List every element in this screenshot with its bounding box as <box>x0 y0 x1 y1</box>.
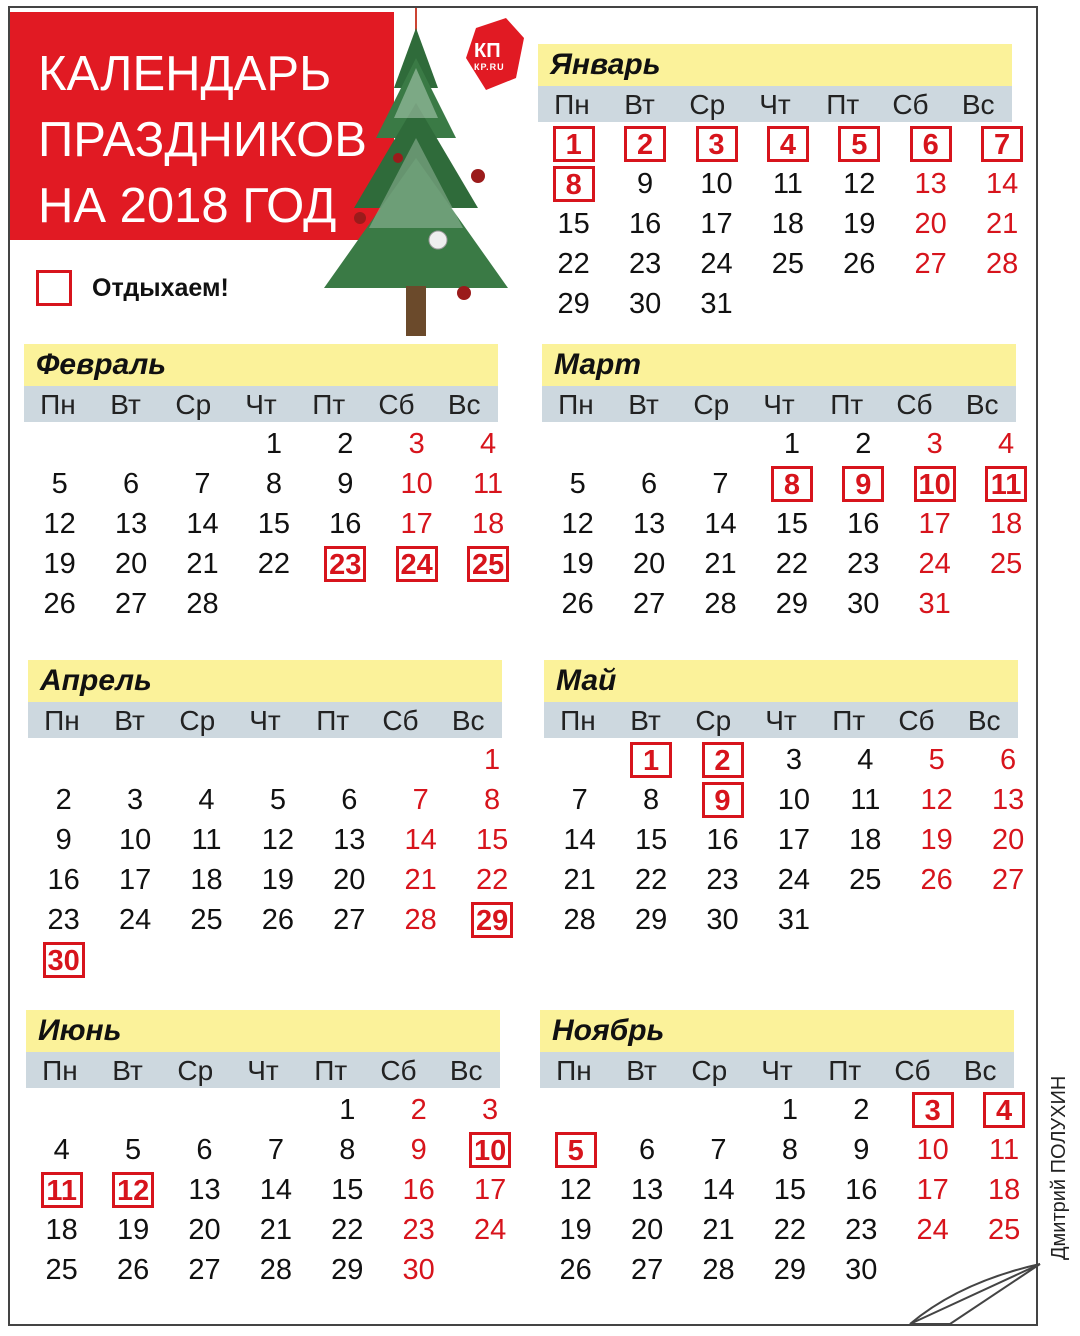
weekday-label: Чт <box>249 705 281 736</box>
calendar-day: 4 <box>857 744 874 776</box>
holiday-day: 30 <box>43 942 85 978</box>
calendar-day: 18 <box>45 1214 78 1246</box>
holiday-day: 3 <box>912 1092 954 1128</box>
weekday-label: Ср <box>693 389 730 420</box>
month-title: Май <box>556 664 617 697</box>
calendar-day: 20 <box>630 1214 664 1246</box>
calendar-day: 10 <box>700 168 733 200</box>
calendar-day: 27 <box>630 1254 664 1286</box>
calendar-day: 9 <box>637 168 654 200</box>
weekday-header <box>28 702 502 738</box>
calendar-day: 18 <box>471 508 505 540</box>
calendar-day: 2 <box>55 784 72 816</box>
month-title: Апрель <box>40 664 152 697</box>
holiday-day: 4 <box>983 1092 1025 1128</box>
calendar-day: 15 <box>257 508 291 540</box>
calendar-day: 14 <box>985 168 1019 200</box>
weekday-header <box>542 386 1016 422</box>
calendar-day: 27 <box>914 248 947 280</box>
calendar-day: 30 <box>847 588 880 620</box>
calendar-day: 28 <box>259 1254 293 1286</box>
calendar-day: 14 <box>704 508 737 540</box>
holiday-day: 12 <box>112 1172 154 1208</box>
weekday-label: Пт <box>312 389 346 420</box>
calendar-day: 10 <box>118 824 152 856</box>
holiday-day: 24 <box>396 546 438 582</box>
calendar-day: 24 <box>700 248 733 280</box>
calendar-day: 28 <box>704 588 737 620</box>
calendar-day: 23 <box>402 1214 435 1246</box>
calendar-day: 13 <box>630 1174 664 1206</box>
logo-bottom-text: КР.RU <box>474 62 505 72</box>
weekday-label: Сб <box>896 389 933 420</box>
holiday-day: 4 <box>767 126 809 162</box>
month-title: Январь <box>550 48 661 81</box>
month-title: Март <box>554 348 642 381</box>
weekday-label: Пн <box>556 1055 592 1086</box>
calendar-day: 30 <box>628 288 662 320</box>
calendar-day: 14 <box>702 1174 735 1206</box>
holiday-day: 2 <box>702 742 744 778</box>
calendar-day: 10 <box>777 784 811 816</box>
calendar-day: 2 <box>855 428 872 460</box>
holiday-day: 3 <box>696 126 738 162</box>
weekday-label: Пт <box>832 705 866 736</box>
weekday-label: Вс <box>963 1055 997 1086</box>
calendar-day: 4 <box>480 428 497 460</box>
legend-holiday-marker <box>36 270 72 306</box>
calendar-day: 17 <box>400 508 433 540</box>
month-title-bar <box>28 660 502 702</box>
month-title-bar <box>538 44 1012 86</box>
weekday-label: Вс <box>451 705 485 736</box>
calendar-day: 29 <box>557 288 590 320</box>
calendar-day: 1 <box>783 428 800 460</box>
month-panel <box>538 44 1019 320</box>
calendar-day: 20 <box>914 208 947 240</box>
calendar-day: 11 <box>473 468 504 500</box>
calendar-day: 4 <box>53 1134 70 1166</box>
calendar-day: 6 <box>1000 744 1017 776</box>
weekday-label: Чт <box>759 89 791 120</box>
weekday-label: Ср <box>691 1055 728 1086</box>
calendar-day: 5 <box>125 1134 142 1166</box>
calendar-day: 24 <box>918 548 951 580</box>
calendar-day: 14 <box>259 1174 293 1206</box>
holiday-day: 10 <box>469 1132 511 1168</box>
calendar-day: 18 <box>849 824 882 856</box>
calendar-day: 6 <box>341 784 358 816</box>
weekday-label: Чт <box>761 1055 793 1086</box>
calendar-day: 1 <box>265 428 282 460</box>
weekday-label: Ср <box>695 705 732 736</box>
calendar-day: 22 <box>557 248 590 280</box>
calendar-day: 4 <box>198 784 215 816</box>
weekday-label: Пт <box>826 89 860 120</box>
weekday-header <box>544 702 1018 738</box>
calendar-day: 15 <box>775 508 809 540</box>
calendar-day: 17 <box>918 508 951 540</box>
holiday-day: 8 <box>771 466 813 502</box>
holiday-day: 9 <box>842 466 884 502</box>
calendar-day: 16 <box>329 508 362 540</box>
legend-label: Отдыхаем! <box>92 274 229 302</box>
holiday-day: 5 <box>838 126 880 162</box>
calendar-day: 20 <box>632 548 666 580</box>
holiday-day: 1 <box>553 126 595 162</box>
weekday-label: Чт <box>247 1055 279 1086</box>
calendar-day: 17 <box>473 1174 507 1206</box>
calendar-day: 14 <box>404 824 437 856</box>
weekday-label: Вт <box>114 705 145 736</box>
weekday-label: Пн <box>40 389 76 420</box>
logo-top-text: КП <box>474 40 501 62</box>
weekday-label: Ср <box>179 705 216 736</box>
holiday-day: 2 <box>624 126 666 162</box>
calendar-day: 13 <box>114 508 148 540</box>
weekday-label: Пт <box>828 1055 862 1086</box>
calendar-day: 30 <box>845 1254 878 1286</box>
weekday-label: Сб <box>892 89 929 120</box>
calendar-day: 19 <box>261 864 295 896</box>
calendar-day: 25 <box>45 1254 78 1286</box>
weekday-label: Вт <box>110 389 141 420</box>
calendar-day: 19 <box>559 1214 592 1246</box>
weekday-label: Ср <box>175 389 212 420</box>
calendar-day: 2 <box>410 1094 427 1126</box>
kp-logo <box>466 18 526 90</box>
calendar-day: 13 <box>914 168 947 200</box>
calendar-day: 24 <box>777 864 811 896</box>
title-line-2: ПРАЗДНИКОВ <box>38 113 367 167</box>
calendar-day: 27 <box>333 904 366 936</box>
month-title-bar <box>544 660 1018 702</box>
weekday-label: Вт <box>628 389 659 420</box>
calendar-day: 24 <box>118 904 152 936</box>
holiday-day: 23 <box>324 546 366 582</box>
calendar-day: 22 <box>634 864 668 896</box>
calendar-day: 9 <box>337 468 354 500</box>
holiday-day: 25 <box>467 546 509 582</box>
calendar-day: 19 <box>920 824 953 856</box>
calendar-day: 26 <box>843 248 876 280</box>
calendar-day: 2 <box>337 428 354 460</box>
calendar-day: 1 <box>484 744 501 776</box>
calendar-day: 7 <box>712 468 729 500</box>
weekday-label: Пн <box>554 89 590 120</box>
month-title-bar <box>542 344 1016 386</box>
weekday-header <box>24 386 498 422</box>
weekday-label: Вт <box>626 1055 657 1086</box>
calendar-day: 27 <box>188 1254 221 1286</box>
weekday-label: Пн <box>558 389 594 420</box>
calendar-day: 27 <box>632 588 666 620</box>
calendar-day: 19 <box>116 1214 150 1246</box>
calendar-day: 19 <box>561 548 594 580</box>
calendar-day: 19 <box>43 548 76 580</box>
calendar-day: 5 <box>269 784 286 816</box>
calendar-day: 25 <box>989 548 1023 580</box>
calendar-day: 23 <box>847 548 880 580</box>
calendar-day: 29 <box>331 1254 364 1286</box>
month-title: Февраль <box>36 348 167 381</box>
calendar-day: 17 <box>118 864 152 896</box>
weekday-label: Пт <box>316 705 350 736</box>
calendar-day: 4 <box>998 428 1015 460</box>
calendar-day: 21 <box>704 548 737 580</box>
weekday-label: Чт <box>245 389 277 420</box>
weekday-label: Пн <box>560 705 596 736</box>
title-line-1: КАЛЕНДАРЬ <box>38 47 332 101</box>
calendar-day: 11 <box>989 1134 1020 1166</box>
calendar-day: 28 <box>702 1254 735 1286</box>
calendar-day: 10 <box>916 1134 949 1166</box>
weekday-label: Вт <box>624 89 655 120</box>
calendar-day: 25 <box>987 1214 1021 1246</box>
holiday-day: 1 <box>630 742 672 778</box>
month-title-bar <box>26 1010 500 1052</box>
calendar-day: 23 <box>47 904 80 936</box>
weekday-label: Ср <box>177 1055 214 1086</box>
weekday-label: Пн <box>42 1055 78 1086</box>
weekday-header <box>26 1052 500 1088</box>
calendar-day: 15 <box>557 208 590 240</box>
calendar-day: 15 <box>475 824 509 856</box>
calendar-day: 12 <box>561 508 594 540</box>
calendar-day: 11 <box>772 168 803 200</box>
calendar-day: 21 <box>259 1214 293 1246</box>
calendar-day: 9 <box>55 824 72 856</box>
holiday-day: 11 <box>41 1172 83 1208</box>
calendar-day: 23 <box>706 864 739 896</box>
calendar-day: 6 <box>196 1134 213 1166</box>
calendar-day: 23 <box>845 1214 878 1246</box>
calendar-day: 17 <box>777 824 811 856</box>
calendar-day: 22 <box>775 548 809 580</box>
calendar-day: 30 <box>402 1254 435 1286</box>
weekday-label: Пт <box>830 389 864 420</box>
calendar-day: 12 <box>920 784 953 816</box>
calendar-day: 20 <box>188 1214 221 1246</box>
calendar-day: 14 <box>563 824 596 856</box>
calendar-day: 17 <box>700 208 733 240</box>
calendar-day: 21 <box>702 1214 735 1246</box>
weekday-label: Сб <box>898 705 935 736</box>
weekday-label: Сб <box>378 389 415 420</box>
calendar-day: 26 <box>43 588 76 620</box>
weekday-header <box>538 86 1012 122</box>
calendar-day: 19 <box>843 208 876 240</box>
holiday-day: 10 <box>914 466 956 502</box>
calendar-day: 5 <box>928 744 945 776</box>
weekday-label: Вс <box>967 705 1001 736</box>
calendar-day: 29 <box>773 1254 807 1286</box>
calendar-day: 21 <box>563 864 596 896</box>
calendar-day: 24 <box>916 1214 949 1246</box>
calendar-day: 16 <box>402 1174 435 1206</box>
calendar-day: 12 <box>843 168 876 200</box>
signature-text: Дмитрий ПОЛУХИН <box>1048 1075 1070 1260</box>
calendar-day: 28 <box>985 248 1019 280</box>
calendar-day: 22 <box>331 1214 364 1246</box>
calendar-day: 11 <box>191 824 222 856</box>
month-panel <box>544 660 1025 936</box>
weekday-label: Вс <box>961 89 995 120</box>
calendar-day: 25 <box>190 904 223 936</box>
weekday-label: Сб <box>382 705 419 736</box>
calendar-day: 6 <box>641 468 658 500</box>
calendar-day: 3 <box>482 1094 499 1126</box>
calendar-day: 5 <box>569 468 586 500</box>
calendar-day: 30 <box>706 904 739 936</box>
calendar-day: 23 <box>628 248 662 280</box>
holiday-day: 7 <box>981 126 1023 162</box>
weekday-label: Ср <box>689 89 726 120</box>
calendar-day: 9 <box>410 1134 427 1166</box>
calendar-day: 16 <box>706 824 739 856</box>
calendar-day: 1 <box>781 1094 798 1126</box>
calendar-day: 21 <box>186 548 219 580</box>
calendar-day: 26 <box>116 1254 150 1286</box>
calendar-day: 13 <box>632 508 666 540</box>
calendar-day: 13 <box>991 784 1025 816</box>
month-panel <box>24 344 505 620</box>
calendar-day: 18 <box>989 508 1023 540</box>
calendar-day: 7 <box>571 784 588 816</box>
month-title-bar <box>24 344 498 386</box>
calendar-day: 15 <box>331 1174 364 1206</box>
calendar-day: 3 <box>127 784 144 816</box>
calendar-day: 6 <box>123 468 140 500</box>
calendar-day: 5 <box>51 468 68 500</box>
calendar-day: 27 <box>991 864 1025 896</box>
calendar-day: 8 <box>781 1134 798 1166</box>
weekday-label: Пт <box>314 1055 348 1086</box>
calendar-day: 20 <box>333 864 366 896</box>
month-panel <box>26 1010 507 1286</box>
calendar-day: 28 <box>186 588 219 620</box>
calendar-day: 20 <box>114 548 148 580</box>
calendar-day: 8 <box>339 1134 356 1166</box>
calendar-day: 31 <box>700 288 733 320</box>
calendar-day: 28 <box>563 904 596 936</box>
weekday-label: Вт <box>112 1055 143 1086</box>
month-panel <box>542 344 1023 620</box>
calendar-day: 26 <box>559 1254 592 1286</box>
month-panel <box>28 660 509 977</box>
month-title-bar <box>540 1010 1014 1052</box>
calendar-day: 22 <box>773 1214 807 1246</box>
holiday-day: 29 <box>471 902 513 938</box>
calendar-day: 18 <box>190 864 223 896</box>
weekday-label: Вс <box>965 389 999 420</box>
calendar-day: 26 <box>261 904 295 936</box>
calendar-day: 7 <box>267 1134 284 1166</box>
calendar-day: 7 <box>710 1134 727 1166</box>
calendar-day: 14 <box>186 508 219 540</box>
calendar-day: 12 <box>43 508 76 540</box>
calendar-day: 3 <box>785 744 802 776</box>
calendar-day: 22 <box>475 864 509 896</box>
calendar-day: 8 <box>484 784 501 816</box>
calendar-day: 28 <box>404 904 437 936</box>
calendar-day: 15 <box>634 824 668 856</box>
month-title: Июнь <box>38 1014 122 1047</box>
calendar-day: 15 <box>773 1174 807 1206</box>
calendar-day: 27 <box>114 588 148 620</box>
calendar-day: 13 <box>333 824 366 856</box>
calendar-day: 16 <box>847 508 880 540</box>
calendar-day: 16 <box>628 208 662 240</box>
calendar-day: 29 <box>634 904 668 936</box>
calendar-day: 26 <box>561 588 594 620</box>
calendar-day: 18 <box>771 208 805 240</box>
month-panel <box>540 1010 1021 1286</box>
month-title: Ноябрь <box>552 1014 665 1047</box>
holiday-day: 11 <box>985 466 1027 502</box>
holiday-day: 9 <box>702 782 744 818</box>
calendar-day: 13 <box>188 1174 221 1206</box>
author-signature <box>1040 1060 1070 1260</box>
calendar-day: 31 <box>777 904 811 936</box>
calendar-day: 18 <box>987 1174 1021 1206</box>
calendar-day: 16 <box>47 864 80 896</box>
calendar-day: 25 <box>849 864 882 896</box>
holiday-day: 5 <box>555 1132 597 1168</box>
weekday-label: Вт <box>630 705 661 736</box>
page-curl-icon <box>900 1262 1060 1332</box>
weekday-label: Пн <box>44 705 80 736</box>
weekday-label: Вс <box>447 389 481 420</box>
weekday-label: Сб <box>380 1055 417 1086</box>
calendar-day: 31 <box>918 588 951 620</box>
holiday-day: 6 <box>910 126 952 162</box>
calendar-day: 12 <box>261 824 295 856</box>
calendar-day: 2 <box>853 1094 870 1126</box>
calendar-day: 1 <box>339 1094 356 1126</box>
weekday-header <box>540 1052 1014 1088</box>
calendar-day: 8 <box>265 468 282 500</box>
calendar-day: 24 <box>473 1214 507 1246</box>
calendar-day: 22 <box>257 548 291 580</box>
calendar-day: 29 <box>775 588 809 620</box>
calendar-day: 8 <box>643 784 660 816</box>
calendar-day: 20 <box>991 824 1025 856</box>
calendar-day: 17 <box>916 1174 949 1206</box>
calendar-day: 10 <box>400 468 433 500</box>
calendar-day: 16 <box>845 1174 878 1206</box>
calendar-day: 26 <box>920 864 953 896</box>
weekday-label: Вс <box>449 1055 483 1086</box>
calendar-day: 7 <box>194 468 211 500</box>
calendar-day: 21 <box>985 208 1019 240</box>
calendar-day: 11 <box>850 784 881 816</box>
calendar-day: 9 <box>853 1134 870 1166</box>
calendar-day: 25 <box>771 248 805 280</box>
calendar-day: 12 <box>559 1174 592 1206</box>
weekday-label: Чт <box>765 705 797 736</box>
calendar-day: 6 <box>639 1134 656 1166</box>
title-line-3: НА 2018 ГОД <box>38 179 337 233</box>
calendar-day: 3 <box>408 428 425 460</box>
holiday-day: 8 <box>553 166 595 202</box>
weekday-label: Сб <box>894 1055 931 1086</box>
calendar-day: 7 <box>412 784 429 816</box>
weekday-label: Чт <box>763 389 795 420</box>
calendar-day: 3 <box>926 428 943 460</box>
calendar-day: 21 <box>404 864 437 896</box>
